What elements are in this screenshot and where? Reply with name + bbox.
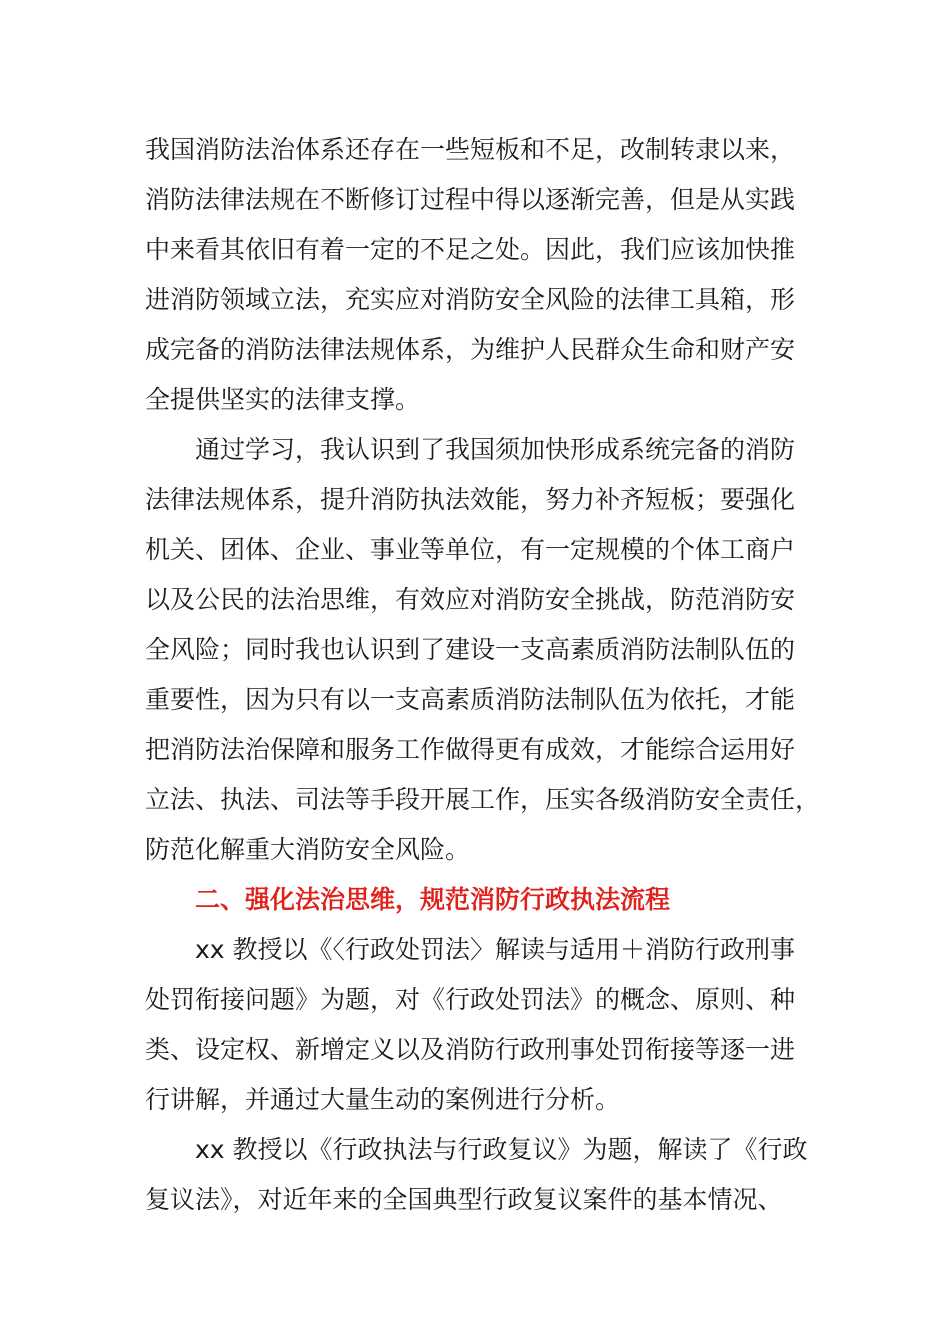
- paragraph-1-line-1: 我国消防法治体系还存在一些短板和不足，改制转隶以来，: [145, 135, 796, 164]
- paragraph-2-line-5: 全风险；同时我也认识到了建设一支高素质消防法制队伍的: [145, 635, 796, 664]
- paragraph-2-line-9: 防范化解重大消防安全风险。: [145, 835, 471, 864]
- paragraph-2-line-3: 机关、团体、企业、事业等单位，有一定规模的个体工商户: [145, 535, 796, 564]
- paragraph-2-line-4: 以及公民的法治思维，有效应对消防安全挑战，防范消防安: [145, 585, 796, 614]
- paragraph-3-line-4: 行讲解，并通过大量生动的案例进行分析。: [145, 1085, 621, 1114]
- paragraph-3-line-1: xx 教授以《〈行政处罚法〉解读与适用＋消防行政刑事: [195, 935, 796, 964]
- paragraph-1-line-4: 进消防领域立法，充实应对消防安全风险的法律工具箱，形: [145, 285, 796, 314]
- paragraph-1-line-5: 成完备的消防法律法规体系，为维护人民群众生命和财产安: [145, 335, 796, 364]
- paragraph-2-line-2: 法律法规体系，提升消防执法效能，努力补齐短板；要强化: [145, 485, 796, 514]
- paragraph-3-line-2: 处罚衔接问题》为题，对《行政处罚法》的概念、原则、种: [145, 985, 796, 1014]
- section-heading: 二、强化法治思维，规范消防行政执法流程: [195, 885, 671, 914]
- paragraph-2-line-8: 立法、执法、司法等手段开展工作，压实各级消防安全责任，: [145, 785, 821, 814]
- paragraph-1-line-3: 中来看其依旧有着一定的不足之处。因此，我们应该加快推: [145, 235, 796, 264]
- paragraph-1-line-2: 消防法律法规在不断修订过程中得以逐渐完善，但是从实践: [145, 185, 796, 214]
- paragraph-2-line-6: 重要性，因为只有以一支高素质消防法制队伍为依托，才能: [145, 685, 796, 714]
- paragraph-2-line-1: 通过学习，我认识到了我国须加快形成系统完备的消防: [195, 435, 796, 464]
- paragraph-4-line-1: xx 教授以《行政执法与行政复议》为题，解读了《行政: [195, 1135, 808, 1164]
- paragraph-4-line-2: 复议法》，对近年来的全国典型行政复议案件的基本情况、: [145, 1185, 783, 1214]
- paragraph-2-line-7: 把消防法治保障和服务工作做得更有成效，才能综合运用好: [145, 735, 796, 764]
- paragraph-3-line-3: 类、设定权、新增定义以及消防行政刑事处罚衔接等逐一进: [145, 1035, 796, 1064]
- paragraph-1-line-6: 全提供坚实的法律支撑。: [145, 385, 421, 414]
